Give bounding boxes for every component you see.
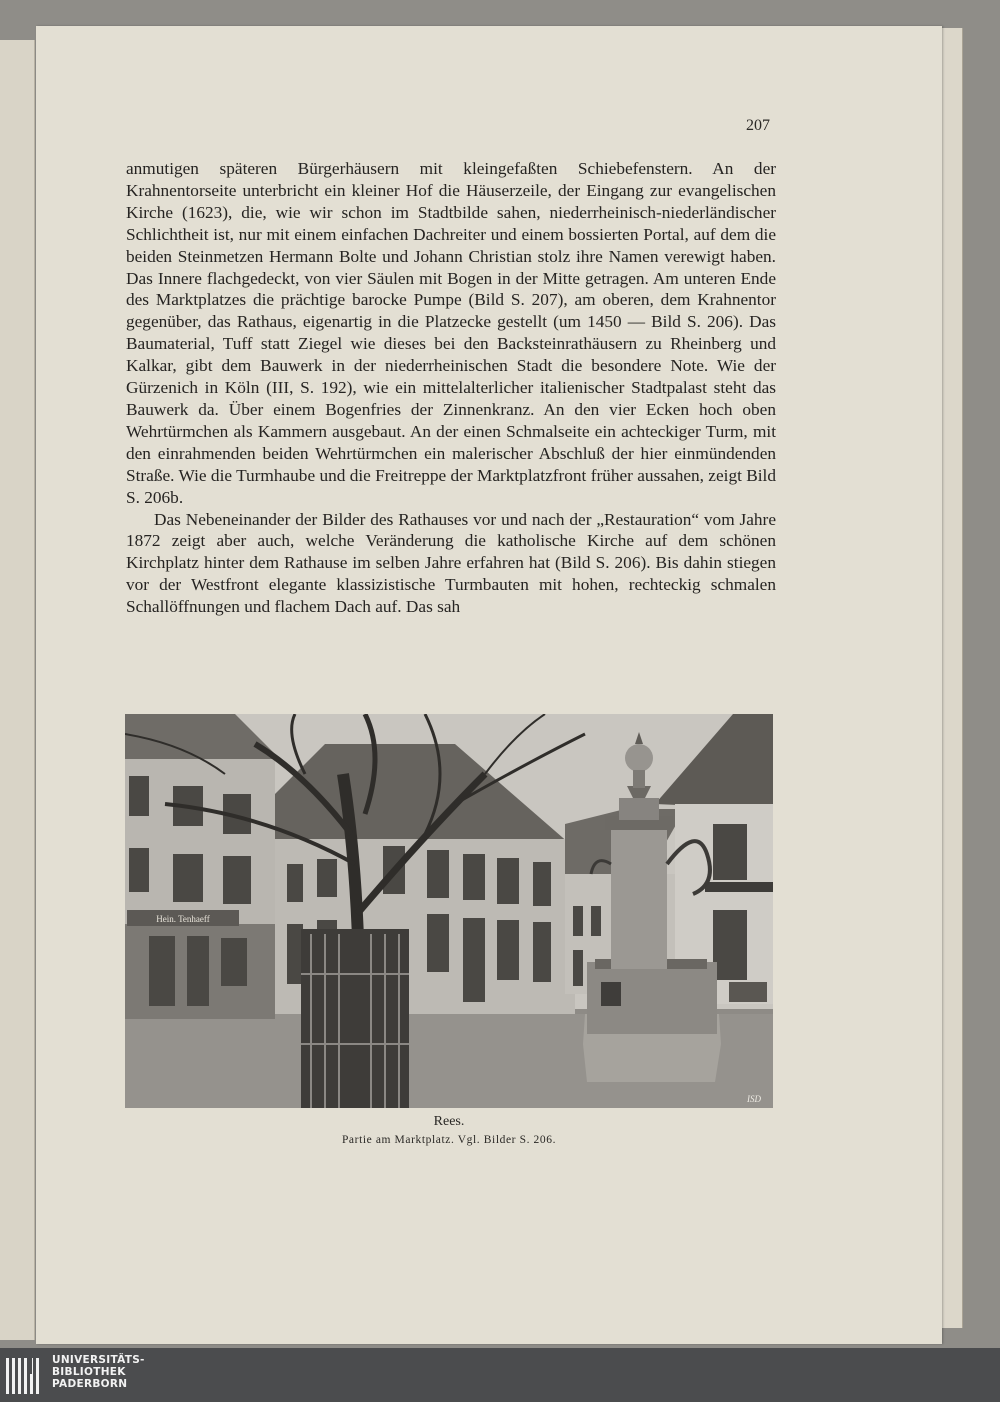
photo-marktplatz-rees (125, 714, 773, 1108)
photographer-mark: ISD (747, 1094, 761, 1104)
library-footer (0, 1348, 1000, 1402)
shop-sign: Hein. Tenhaeff (156, 914, 210, 924)
facing-page-edge (0, 40, 35, 1340)
photo-illustration (125, 714, 773, 1108)
library-logo-icon (6, 1356, 46, 1396)
page-number: 207 (746, 117, 770, 134)
tree-guard (301, 929, 409, 1108)
body-text (126, 158, 776, 618)
library-line: BIBLIOTHEK (52, 1366, 126, 1378)
library-name (52, 1354, 145, 1390)
caption-subtitle: Partie am Marktplatz. Vgl. Bilder S. 206. (341, 1134, 557, 1146)
library-line: UNIVERSITÄTS- (52, 1354, 145, 1366)
paragraph-2: Das Nebeneinander der Bilder des Rathauses vor und nach der „Restauration“ vom Jahre 1872 zeigt aber auch, welche Veränderung die katholische Kirche auf dem schönen Kirchplatz hinter dem Rathause im selben Jahre erfahren hat (Bild S. 206). Bis dahin stiegen vor der Westfront elegante klassizistische Turmbauten mit hohen, rechteckig schmalen Schallöffnungen und flachem Dach auf. Das sah (126, 509, 776, 617)
caption-title: Rees. (433, 1114, 465, 1129)
library-line: PADERBORN (52, 1378, 128, 1390)
paragraph-1: anmutigen späteren Bürgerhäusern mit kleingefaßten Schiebefenstern. An der Krahnentorseite unterbricht ein kleiner Hof die Häuserzeile, der Eingang zur evangelischen Kirche (1623), die, wie wir schon im Stadtbilde sahen, niederrheinisch-niederländischer Schlichtheit ist, nur mit einem einfachen Dachreiter und einem bossierten Portal, auf dem die beiden Steinmetzen Hermann Bolte und Johann Christian stolz ihre Namen verewigt haben. Das Innere flachgedeckt, von vier Säulen mit Bogen in der Mitte getragen. Am unteren Ende des Marktplatzes die prächtige barocke Pumpe (Bild S. 207), am oberen, dem Krahnentor gegenüber, das Rathaus, eigenartig in die Platzecke gestellt (um 1450 — Bild S. 206). Das Baumaterial, Tuff statt Ziegel wie dieses bei den Backsteinrathäusern zu Rheinberg und Kalkar, gibt dem Bauwerk in der niederrheinischen Stadt die besondere Note. Wie der Gürzenich in Köln (III, S. 192), wie ein mittelalterlicher italienischer Stadtpalast steht das Bauwerk da. Über einem Bogenfries der Zinnenkranz. An den vier Ecken hoch oben Wehrtürmchen als Kammern ausgebaut. An der einen Schmalseite ein achteckiger Turm, mit den einrahmenden beiden Wehrtürmchen ein malerischer Abschluß der hier einmündenden Straße. Wie die Turmhaube und die Freitreppe der Marktplatzfront früher aussahen, zeigt Bild S. 206b. (126, 159, 776, 507)
